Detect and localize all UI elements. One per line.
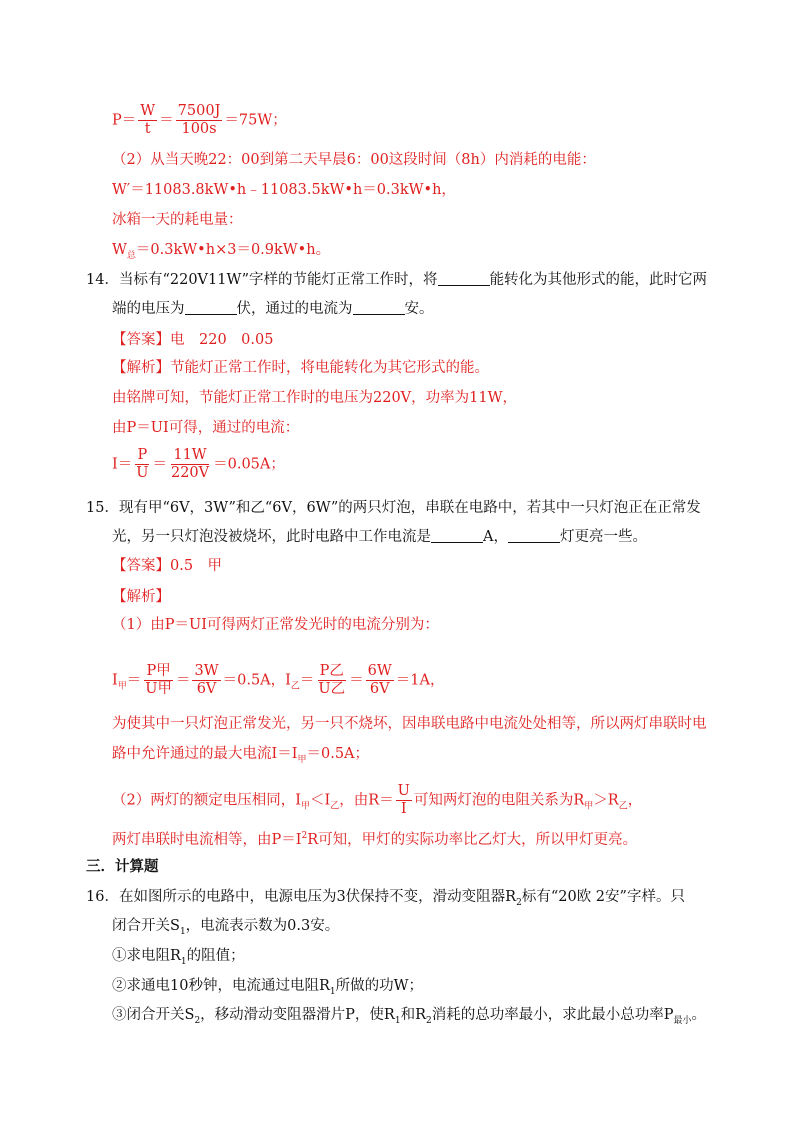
question-text: 当标有“220V11W”字样的节能灯正常工作时，将 [118,272,438,288]
subscript: 最小 [673,1015,692,1026]
analysis-line [112,744,369,770]
formula-text: ＝ [349,672,364,689]
power-formula-line [112,104,287,137]
subscript: 2 [194,1015,201,1026]
fraction-denominator: U [136,465,149,482]
subscript: 甲 [584,801,594,812]
superscript: 2 [301,831,308,841]
formula-text: 两灯串联时电流相等，由P＝I [112,831,302,848]
subscript: 1 [179,926,186,937]
fraction [169,448,211,481]
currents-formula-line [112,664,444,697]
formula-text: ，由R＝ [339,792,394,809]
answer-blank [438,271,490,286]
question-text: 现有甲“6V，3W”和乙“6V，6W”的两只灯泡，串联在电路中，若其中一只灯泡正在正常发 [118,500,701,516]
subscript: 乙 [618,801,628,812]
current-formula-line [112,448,285,481]
answer-blank [508,528,560,543]
formula-text: I＝ [112,456,133,473]
analysis-heading: 【解析】 [112,589,170,605]
analysis-line [112,826,637,850]
formula-text: ＝75W； [224,112,287,129]
solution-line: W′＝11083.8kW•h﹣11083.5kW•h＝0.3kW•h， [112,182,456,198]
formula-text: P＝ [112,112,137,129]
question-text: 能转化为其他形式的能，此时它两 [489,272,708,288]
question-text: 标有“20欧 2安”字样。只 [521,889,685,905]
question-text: ②求通电10秒钟，电流通过电阻R [112,978,330,994]
formula-text: ＝ [159,112,174,129]
question-text: 和R [400,1007,427,1023]
question-text: ，移动滑动变阻器滑片P，使R [200,1007,395,1023]
formula-text: ＞R [593,792,619,809]
fraction [316,664,347,697]
resistance-relation-line [112,784,642,817]
question-14-line-1 [86,270,707,290]
formula-text: 路中允许通过的最大电流I＝I [112,746,298,762]
subscript: 1 [329,986,336,997]
formula-text: ＝ [175,672,191,689]
formula-text: ＝1A， [395,672,445,689]
solution-line [112,240,330,266]
question-text: A， [483,529,508,545]
fraction-numerator: 3W [192,664,220,681]
question-16-line-1 [86,887,685,913]
formula-text: I [112,672,118,689]
subscript: 甲 [300,801,310,812]
formula-text: ＝0.5A； [306,746,370,762]
subscript: 乙 [290,681,300,692]
fraction-numerator: P甲 [144,664,172,681]
answer-blank [431,528,483,543]
fraction [192,664,220,697]
question-text: 在如图所示的电路中，电源电压为3伏保持不变，滑动变阻器R [118,889,517,905]
fraction-numerator: 6W [366,664,394,681]
fraction [134,448,150,481]
subscript: 1 [180,956,187,967]
fraction [396,784,412,817]
subscript: 总 [126,250,136,261]
formula-text: ＝ [152,456,167,473]
analysis-line: （1）由P＝UI可得两灯正常发光时的电流分别为： [112,617,439,633]
answer-blank [185,300,237,315]
question-number: 14． [86,272,119,288]
fraction-numerator: 11W [171,448,208,465]
analysis-line: 由P＝UI可得，通过的电流： [112,420,300,436]
fraction-denominator: I [400,801,407,818]
question-number: 15． [86,500,119,516]
fraction-numerator: 7500J [176,104,223,121]
formula-text: W [112,242,127,258]
formula-text: 可知两灯泡的电阻关系为R [413,792,585,809]
fraction [138,104,157,137]
formula-text: ＝0.5A，I [222,672,291,689]
section-heading: 三．计算题 [86,858,159,875]
subscript: 甲 [117,681,127,692]
question-text: 光，另一只灯泡没被烧坏，此时电路中工作电流是 [112,529,431,545]
formula-text: ＜I [309,792,331,809]
question-text: 伏，通过的电流为 [236,301,353,317]
answer-line: 【答案】0.5 甲 [112,558,223,574]
analysis-line: 【解析】节能灯正常工作时，将电能转化为其它形式的能。 [112,360,489,376]
fraction-denominator: U甲 [145,681,172,698]
question-16-part-1 [112,946,245,972]
solution-line: （2）从当天晚22：00到第二天早晨6：00这段时间（8h）内消耗的电能： [112,152,596,168]
subscript: 2 [516,897,522,908]
question-15-line-1 [86,498,701,518]
fraction [176,104,223,137]
fraction-denominator: 6V [196,681,217,698]
fraction-numerator: P [135,448,149,465]
formula-text: ＝0.05A； [213,456,285,473]
fraction-denominator: U乙 [318,681,346,698]
question-16-part-3 [112,1005,706,1031]
question-14-line-2 [112,299,434,319]
fraction-denominator: 100s [181,121,217,138]
subscript: 乙 [330,801,340,812]
fraction-denominator: t [144,121,151,138]
formula-text: ＝ [299,672,315,689]
fraction-numerator: U [396,784,412,801]
fraction [143,664,174,697]
question-16-line-2 [112,916,339,942]
question-text: 安。 [404,301,434,317]
subscript: 1 [394,1015,401,1026]
question-text: ①求电阻R [112,948,181,964]
analysis-line: 由铭牌可知，节能灯正常工作时的电压为220V，功率为11W， [112,390,517,406]
question-text: 所做的功W； [335,978,424,994]
subscript: 甲 [297,754,307,765]
question-text: ，电流表示数为0.3安。 [185,918,340,934]
question-text: 的阻值； [186,948,245,964]
question-text: 。 [691,1007,707,1023]
question-text: 灯更亮一些。 [559,529,647,545]
question-text: 闭合开关S [112,918,180,934]
fraction [366,664,394,697]
fraction-denominator: 220V [170,465,210,482]
formula-text: ＝ [126,672,142,689]
formula-text: ＝0.3kW•h×3＝0.9kW•h。 [135,242,331,258]
question-number: 16． [86,889,119,905]
formula-text: R可知，甲灯的实际功率比乙灯大，所以甲灯更亮。 [307,831,638,848]
question-16-part-2 [112,976,423,1002]
subscript: 2 [426,1015,432,1026]
fraction-numerator: W [138,104,157,121]
answer-line: 【答案】电 220 0.05 [112,332,274,348]
answer-blank [353,300,405,315]
fraction-denominator: 6V [369,681,390,698]
analysis-line: 为使其中一只灯泡正常发光，另一只不烧坏，因串联电路中电流处处相等，所以两灯串联时电 [112,716,707,732]
formula-text: ， [627,792,643,809]
solution-line: 冰箱一天的耗电量： [112,212,243,228]
question-15-line-2 [112,527,647,547]
question-text: 消耗的总功率最小，求此最小总功率P [431,1007,674,1023]
question-text: ③闭合开关S [112,1007,195,1023]
formula-text: （2）两灯的额定电压相同，I [112,792,301,809]
question-text: 端的电压为 [112,301,185,317]
fraction-numerator: P乙 [318,664,346,681]
